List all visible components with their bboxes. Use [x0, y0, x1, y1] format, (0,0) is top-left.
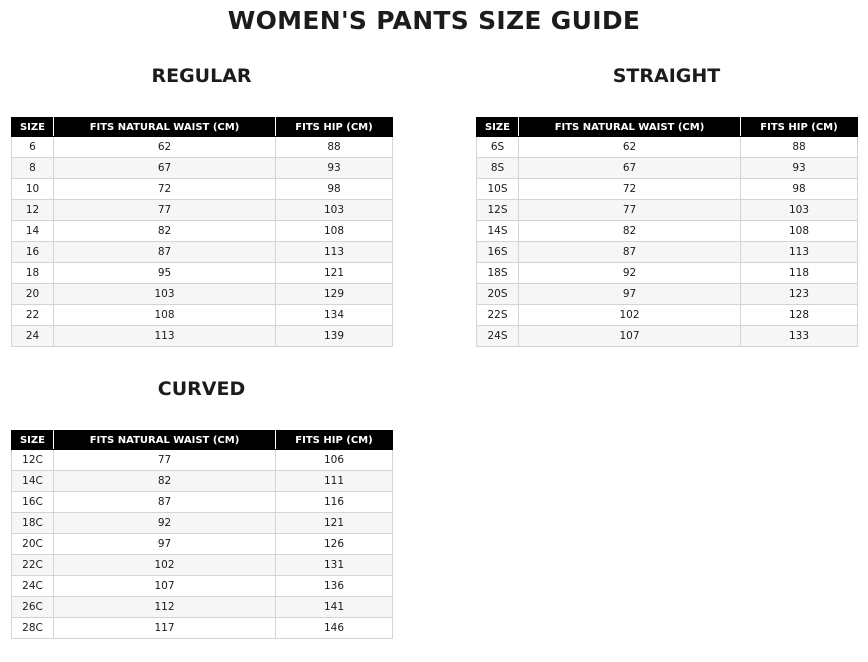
table-row [12, 221, 393, 242]
waist-cell: 97 [54, 534, 276, 555]
waist-cell: 82 [54, 221, 276, 242]
hip-cell: 103 [276, 200, 393, 221]
table-row [12, 576, 393, 597]
size-cell: 16C [12, 492, 54, 513]
hip-column-header: FITS HIP (CM) [276, 118, 393, 137]
table-row [477, 221, 858, 242]
hip-cell: 139 [276, 326, 393, 347]
waist-cell: 72 [54, 179, 276, 200]
hip-cell: 103 [741, 200, 858, 221]
section-title: CURVED [157, 378, 246, 400]
table-row [477, 242, 858, 263]
waist-cell: 67 [519, 158, 741, 179]
hip-column-header: FITS HIP (CM) [276, 431, 393, 450]
waist-column-header: FITS NATURAL WAIST (CM) [54, 118, 276, 137]
waist-cell: 87 [54, 492, 276, 513]
size-cell: 14 [12, 221, 54, 242]
table-row [12, 200, 393, 221]
hip-cell: 134 [276, 305, 393, 326]
size-cell: 20C [12, 534, 54, 555]
size-cell: 22C [12, 555, 54, 576]
hip-cell: 93 [741, 158, 858, 179]
hip-column-header: FITS HIP (CM) [741, 118, 858, 137]
size-cell: 18C [12, 513, 54, 534]
size-cell: 12C [12, 450, 54, 471]
size-cell: 10S [477, 179, 519, 200]
waist-cell: 97 [519, 284, 741, 305]
waist-cell: 95 [54, 263, 276, 284]
table-row [477, 263, 858, 284]
hip-cell: 116 [276, 492, 393, 513]
table-row [477, 158, 858, 179]
size-column-header: SIZE [12, 118, 54, 137]
hip-cell: 108 [741, 221, 858, 242]
hip-cell: 126 [276, 534, 393, 555]
table-row [477, 326, 858, 347]
size-cell: 18S [477, 263, 519, 284]
table-header-row [477, 118, 858, 137]
table-row [12, 158, 393, 179]
waist-cell: 92 [519, 263, 741, 284]
size-cell: 12 [12, 200, 54, 221]
size-cell: 8S [477, 158, 519, 179]
table-header-row [12, 118, 393, 137]
regular-section [11, 62, 392, 342]
hip-cell: 113 [276, 242, 393, 263]
waist-cell: 67 [54, 158, 276, 179]
table-row [477, 284, 858, 305]
size-cell: 28C [12, 618, 54, 639]
waist-cell: 107 [519, 326, 741, 347]
waist-cell: 72 [519, 179, 741, 200]
hip-cell: 141 [276, 597, 393, 618]
table-row [12, 137, 393, 158]
hip-cell: 123 [741, 284, 858, 305]
hip-cell: 111 [276, 471, 393, 492]
table-row [477, 305, 858, 326]
hip-cell: 113 [741, 242, 858, 263]
size-column-header: SIZE [12, 431, 54, 450]
hip-cell: 131 [276, 555, 393, 576]
table-row [12, 263, 393, 284]
hip-cell: 129 [276, 284, 393, 305]
waist-cell: 82 [519, 221, 741, 242]
table-row [12, 618, 393, 639]
size-cell: 12S [477, 200, 519, 221]
hip-cell: 121 [276, 513, 393, 534]
size-cell: 6S [477, 137, 519, 158]
table-row [477, 137, 858, 158]
size-cell: 24C [12, 576, 54, 597]
waist-cell: 77 [519, 200, 741, 221]
waist-column-header: FITS NATURAL WAIST (CM) [54, 431, 276, 450]
waist-cell: 108 [54, 305, 276, 326]
hip-cell: 146 [276, 618, 393, 639]
straight-size-table [476, 117, 858, 347]
hip-cell: 98 [741, 179, 858, 200]
table-row [12, 492, 393, 513]
hip-cell: 88 [741, 137, 858, 158]
table-row [12, 534, 393, 555]
page-title: WOMEN'S PANTS SIZE GUIDE [227, 6, 641, 35]
size-cell: 16S [477, 242, 519, 263]
waist-column-header: FITS NATURAL WAIST (CM) [519, 118, 741, 137]
table-row [12, 242, 393, 263]
hip-cell: 121 [276, 263, 393, 284]
size-cell: 6 [12, 137, 54, 158]
waist-cell: 62 [519, 137, 741, 158]
waist-cell: 113 [54, 326, 276, 347]
table-row [12, 513, 393, 534]
size-cell: 26C [12, 597, 54, 618]
curved-section [11, 375, 392, 634]
waist-cell: 117 [54, 618, 276, 639]
section-title: STRAIGHT [612, 65, 721, 87]
table-row [477, 200, 858, 221]
waist-cell: 112 [54, 597, 276, 618]
size-cell: 10 [12, 179, 54, 200]
hip-cell: 88 [276, 137, 393, 158]
size-cell: 16 [12, 242, 54, 263]
table-header-row [12, 431, 393, 450]
curved-size-table [11, 430, 393, 639]
size-cell: 20S [477, 284, 519, 305]
waist-cell: 107 [54, 576, 276, 597]
size-cell: 22S [477, 305, 519, 326]
waist-cell: 77 [54, 200, 276, 221]
table-row [12, 597, 393, 618]
size-cell: 24S [477, 326, 519, 347]
hip-cell: 108 [276, 221, 393, 242]
size-cell: 20 [12, 284, 54, 305]
waist-cell: 103 [54, 284, 276, 305]
hip-cell: 136 [276, 576, 393, 597]
size-cell: 22 [12, 305, 54, 326]
hip-cell: 118 [741, 263, 858, 284]
hip-cell: 133 [741, 326, 858, 347]
table-row [12, 555, 393, 576]
table-row [12, 471, 393, 492]
size-cell: 14S [477, 221, 519, 242]
waist-cell: 87 [54, 242, 276, 263]
straight-section [476, 62, 857, 342]
waist-cell: 92 [54, 513, 276, 534]
table-row [12, 179, 393, 200]
waist-cell: 87 [519, 242, 741, 263]
section-title: REGULAR [151, 65, 252, 87]
size-cell: 18 [12, 263, 54, 284]
table-row [12, 305, 393, 326]
regular-size-table [11, 117, 393, 347]
hip-cell: 106 [276, 450, 393, 471]
size-cell: 14C [12, 471, 54, 492]
table-row [12, 326, 393, 347]
hip-cell: 98 [276, 179, 393, 200]
waist-cell: 102 [519, 305, 741, 326]
hip-cell: 128 [741, 305, 858, 326]
size-cell: 8 [12, 158, 54, 179]
waist-cell: 62 [54, 137, 276, 158]
table-row [477, 179, 858, 200]
waist-cell: 77 [54, 450, 276, 471]
size-cell: 24 [12, 326, 54, 347]
hip-cell: 93 [276, 158, 393, 179]
waist-cell: 82 [54, 471, 276, 492]
size-column-header: SIZE [477, 118, 519, 137]
waist-cell: 102 [54, 555, 276, 576]
table-row [12, 284, 393, 305]
table-row [12, 450, 393, 471]
